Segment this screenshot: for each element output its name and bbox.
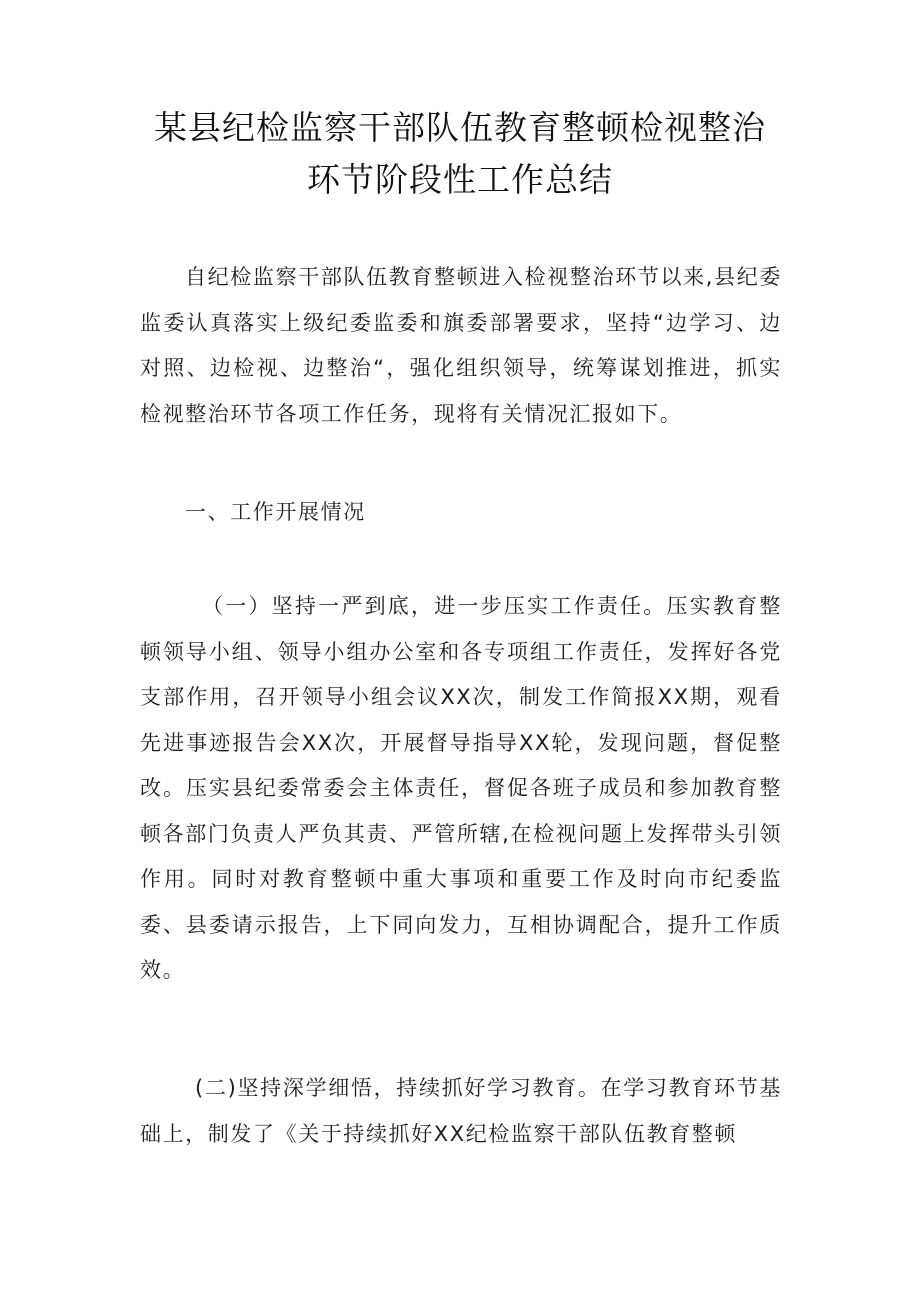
document-title-line-1: 某县纪检监察干部队伍教育整顿检视整治	[154, 108, 766, 147]
section-1-paragraph: （一）坚持一严到底，进一步压实工作责任。压实教育整顿领导小组、领导小组办公室和各专项组工作责任，发挥好各党支部作用，召开领导小组会议XX次，制发工作简报XX期，观看先进事迹报告会XX次，开展督导指导XX轮，发现问题，督促整改。压实县纪委常委会主体责任，督促各班子成员和参加教育整顿各部门负责人严负其责、严管所辖,在检视问题上发挥带头引领作用。同时对教育整顿中重大事项和重要工作及时向市纪委监委、县委请示报告，上下同向发力，互相协调配合，提升工作质效。	[140, 594, 782, 982]
section-2-paragraph: (二)坚持深学细悟，持续抓好学习教育。在学习教育环节基础上，制发了《关于持续抓好XX纪检监察干部队伍教育整顿	[140, 1076, 782, 1146]
intro-paragraph: 自纪检监察干部队伍教育整顿进入检视整治环节以来,县纪委监委认真落实上级纪委监委和旗委部署要求，坚持“边学习、边对照、边检视、边整治“，强化组织领导，统筹谋划推进，抓实检视整治环节各项工作任务，现将有关情况汇报如下。	[140, 265, 782, 426]
document-title-line-2: 环节阶段性工作总结	[307, 160, 613, 199]
section-heading: 一、工作开展情况	[185, 500, 366, 524]
